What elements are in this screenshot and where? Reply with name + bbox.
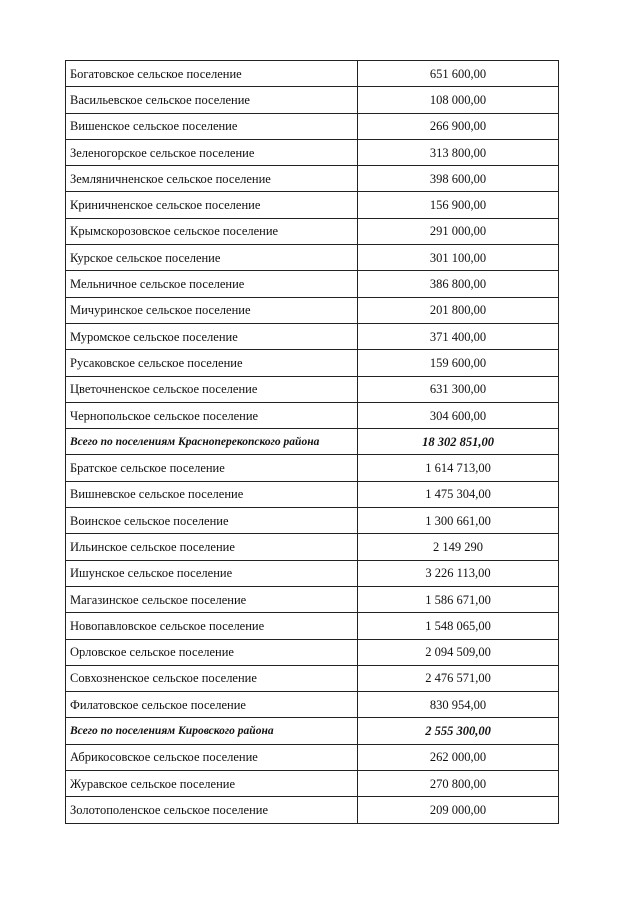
settlement-name-cell: Земляничненское сельское поселение (66, 166, 358, 192)
total-amount-cell: 2 555 300,00 (358, 718, 559, 744)
total-row (66, 718, 559, 744)
table-row (66, 508, 559, 534)
settlement-name-cell: Абрикосовское сельское поселение (66, 744, 358, 770)
table-row (66, 297, 559, 323)
amount-cell: 386 800,00 (358, 271, 559, 297)
amount-cell: 1 300 661,00 (358, 508, 559, 534)
settlement-name-cell: Муромское сельское поселение (66, 323, 358, 349)
settlement-name-cell: Ишунское сельское поселение (66, 560, 358, 586)
table-row (66, 87, 559, 113)
total-row (66, 429, 559, 455)
total-amount-cell: 18 302 851,00 (358, 429, 559, 455)
table-row (66, 166, 559, 192)
settlement-name-cell: Русаковское сельское поселение (66, 350, 358, 376)
amount-cell: 108 000,00 (358, 87, 559, 113)
amount-cell: 266 900,00 (358, 113, 559, 139)
settlement-name-cell: Курское сельское поселение (66, 245, 358, 271)
amount-cell: 3 226 113,00 (358, 560, 559, 586)
settlement-name-cell: Магазинское сельское поселение (66, 586, 358, 612)
settlement-name-cell: Криничненское сельское поселение (66, 192, 358, 218)
table-row (66, 586, 559, 612)
table-row (66, 113, 559, 139)
table-row (66, 192, 559, 218)
table-row (66, 613, 559, 639)
amount-cell: 156 900,00 (358, 192, 559, 218)
table-row (66, 139, 559, 165)
table-row (66, 455, 559, 481)
amount-cell: 1 614 713,00 (358, 455, 559, 481)
settlement-name-cell: Филатовское сельское поселение (66, 692, 358, 718)
table-row (66, 560, 559, 586)
amount-cell: 631 300,00 (358, 376, 559, 402)
amount-cell: 1 586 671,00 (358, 586, 559, 612)
table-row (66, 692, 559, 718)
amount-cell: 2 476 571,00 (358, 665, 559, 691)
table-row (66, 245, 559, 271)
table-row (66, 323, 559, 349)
amount-cell: 313 800,00 (358, 139, 559, 165)
amount-cell: 2 094 509,00 (358, 639, 559, 665)
amount-cell: 159 600,00 (358, 350, 559, 376)
settlement-name-cell: Воинское сельское поселение (66, 508, 358, 534)
amount-cell: 651 600,00 (358, 61, 559, 87)
settlement-name-cell: Журавское сельское поселение (66, 771, 358, 797)
table-body (66, 61, 559, 824)
table-row (66, 376, 559, 402)
table-row (66, 218, 559, 244)
settlement-name-cell: Вишневское сельское поселение (66, 481, 358, 507)
settlement-name-cell: Вишенское сельское поселение (66, 113, 358, 139)
amount-cell: 262 000,00 (358, 744, 559, 770)
settlements-table (65, 60, 559, 824)
settlement-name-cell: Совхозненское сельское поселение (66, 665, 358, 691)
amount-cell: 1 548 065,00 (358, 613, 559, 639)
table-row (66, 61, 559, 87)
table-row (66, 797, 559, 823)
amount-cell: 304 600,00 (358, 402, 559, 428)
table-row (66, 350, 559, 376)
settlement-name-cell: Мельничное сельское поселение (66, 271, 358, 297)
settlement-name-cell: Братское сельское поселение (66, 455, 358, 481)
amount-cell: 830 954,00 (358, 692, 559, 718)
amount-cell: 270 800,00 (358, 771, 559, 797)
settlement-name-cell: Цветочненское сельское поселение (66, 376, 358, 402)
amount-cell: 398 600,00 (358, 166, 559, 192)
amount-cell: 301 100,00 (358, 245, 559, 271)
amount-cell: 201 800,00 (358, 297, 559, 323)
settlement-name-cell: Ильинское сельское поселение (66, 534, 358, 560)
table-row (66, 744, 559, 770)
amount-cell: 291 000,00 (358, 218, 559, 244)
settlement-name-cell: Васильевское сельское поселение (66, 87, 358, 113)
table-row (66, 402, 559, 428)
table-row (66, 771, 559, 797)
settlement-name-cell: Богатовское сельское поселение (66, 61, 358, 87)
settlement-name-cell: Мичуринское сельское поселение (66, 297, 358, 323)
amount-cell: 1 475 304,00 (358, 481, 559, 507)
table-row (66, 534, 559, 560)
settlement-name-cell: Крымскорозовское сельское поселение (66, 218, 358, 244)
table-row (66, 271, 559, 297)
settlement-name-cell: Новопавловское сельское поселение (66, 613, 358, 639)
table-row (66, 639, 559, 665)
settlement-name-cell: Зеленогорское сельское поселение (66, 139, 358, 165)
total-label-cell: Всего по поселениям Кировского района (66, 718, 358, 744)
total-label-cell: Всего по поселениям Красноперекопского района (66, 429, 358, 455)
amount-cell: 371 400,00 (358, 323, 559, 349)
amount-cell: 2 149 290 (358, 534, 559, 560)
amount-cell: 209 000,00 (358, 797, 559, 823)
table-row (66, 481, 559, 507)
settlement-name-cell: Золотополенское сельское поселение (66, 797, 358, 823)
settlement-name-cell: Орловское сельское поселение (66, 639, 358, 665)
table-row (66, 665, 559, 691)
settlement-name-cell: Чернопольское сельское поселение (66, 402, 358, 428)
